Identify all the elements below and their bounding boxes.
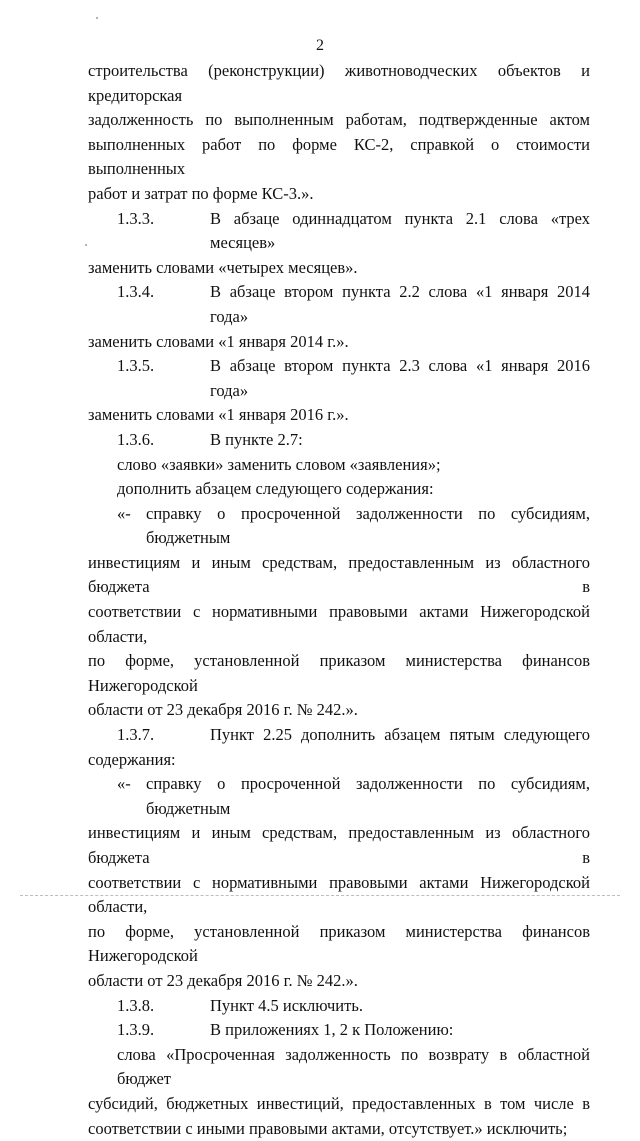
text-line: инвестициям и иным средствам, предоставленным из областного бюджета в [88, 823, 590, 867]
clause-number: 1.3.7. [117, 725, 155, 745]
clause-text: В приложениях 1, 2 к Положению: [210, 1020, 454, 1040]
scan-speck [85, 244, 87, 246]
quote-mark: «- [117, 503, 131, 523]
text-line: соответствии с иными правовыми актами, отсутствует.» исключить; [88, 1118, 568, 1138]
text-line: выполненных работ по форме КС-2, справкой о стоимости выполненных [88, 134, 590, 179]
quoted-insert-2 [88, 772, 590, 821]
text-line: области от 23 декабря 2016 г. № 242.». [88, 700, 358, 720]
document-body [88, 59, 590, 1141]
clause-1-3-4 [88, 280, 590, 329]
clause-text: В абзаце втором пункта 2.3 слова «1 января 2016 года» [210, 356, 590, 400]
text-line: по форме, установленной приказом министерства финансов Нижегородской [88, 651, 590, 695]
quote-text: справку о просроченной задолженности по субсидиям, бюджетным [146, 503, 590, 548]
text-line: субсидий, бюджетных инвестиций, предоставленных в том числе в [88, 1093, 590, 1113]
quote-mark: «- [117, 774, 131, 794]
clause-1-3-5 [88, 354, 590, 403]
clause-number: 1.3.3. [117, 208, 155, 228]
quoted-insert-1 [88, 502, 590, 551]
text-line: содержания: [88, 749, 176, 769]
clause-text: Пункт 4.5 исключить. [210, 995, 363, 1015]
text-line: заменить словами «1 января 2016 г.». [88, 405, 349, 425]
clause-number: 1.3.5. [117, 356, 155, 376]
text-line: заменить словами «1 января 2014 г.». [88, 331, 349, 351]
clause-text: В абзаце втором пункта 2.2 слова «1 января 2014 года» [210, 282, 590, 326]
clause-text: В пункте 2.7: [210, 429, 303, 449]
quote-text: справку о просроченной задолженности по субсидиям, бюджетным [146, 774, 590, 818]
text-line: дополнить абзацем следующего содержания: [117, 479, 434, 499]
text-line: инвестициям и иным средствам, предоставленным из областного бюджета в [88, 552, 590, 597]
page-number: 2 [316, 37, 324, 54]
text-line: задолженность по выполненным работам, подтвержденные актом [88, 110, 590, 130]
text-line: слова «Просроченная задолженность по возврату в областной бюджет [117, 1044, 590, 1089]
scan-speck [96, 17, 98, 19]
text-line: соответствии с нормативными правовыми актами Нижегородской области, [88, 872, 590, 917]
clause-1-3-9 [88, 1018, 590, 1043]
text-line: строительства (реконструкции) животноводческих объектов и кредиторская [88, 61, 590, 105]
scan-edge-line [20, 895, 620, 896]
clause-1-3-7 [88, 723, 590, 748]
clause-text: В абзаце одиннадцатом пункта 2.1 слова «трех месяцев» [210, 208, 590, 253]
text-line: слово «заявки» заменить словом «заявления»; [117, 454, 441, 474]
text-line: по форме, установленной приказом министерства финансов Нижегородской [88, 921, 590, 966]
text-line: заменить словами «четырех месяцев». [88, 257, 358, 277]
clause-number: 1.3.4. [117, 282, 155, 302]
clause-number: 1.3.6. [117, 429, 155, 449]
clause-1-3-8 [88, 994, 590, 1019]
clause-1-3-3 [88, 207, 590, 256]
text-line: соответствии с нормативными правовыми актами Нижегородской области, [88, 602, 590, 646]
clause-text: Пункт 2.25 дополнить абзацем пятым следующего [210, 725, 590, 745]
clause-1-3-6 [88, 428, 590, 453]
text-line: работ и затрат по форме КС-3.». [88, 183, 314, 203]
clause-number: 1.3.9. [117, 1020, 155, 1040]
clause-number: 1.3.8. [117, 995, 155, 1015]
text-line: области от 23 декабря 2016 г. № 242.». [88, 970, 358, 990]
